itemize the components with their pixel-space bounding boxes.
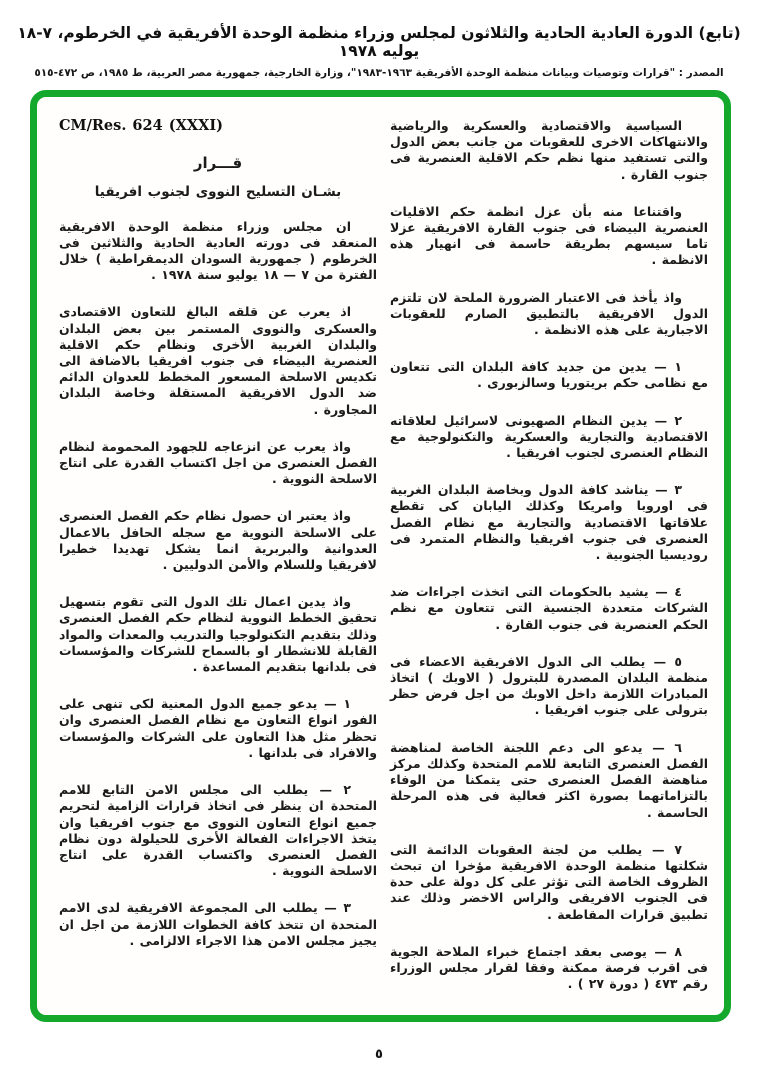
preamble-paragraph: ان مجلس وزراء منظمة الوحدة الافريقية المنعقد فى دورته العادية الحادية والثلاثين فى الخرطوم ( جمهورية السودان الديمقراطية ) خلال الفترة من ٧ — ١٨ يوليو سنة ١٩٧٨ . xyxy=(59,218,377,283)
preamble-paragraph: اذ يعرب عن قلقه البالغ للتعاون الاقتصادى والعسكرى والنووى المستمر بين بعض البلدان والبلدان الغربية الأخرى ونظام حكم الاقلية العنصرية البيضاء فى جنوب افريقيا بالاضافة الى تكديس الاسلحة المسعور المخطط للعدوان الدائم ضد الدول الافريقية المستقلة وخاصة البلدان المجاورة . xyxy=(59,304,377,417)
numbered-clause: ٢ — يدين النظام الصهيونى لاسرائيل لعلاقاته الاقتصادية والتجارية والعسكرية والتكنولوجية مع النظام العنصرى لجنوب افريقيا . xyxy=(390,412,708,461)
numbered-clause: ٣ — يناشد كافة الدول وبخاصة البلدان الغربية فى اوروبا وامريكا وكذلك اليابان كى تقطع علاقاتها الاقتصادية والتجارية مع نظام الفصل العنصرى فى جنوب افريقيا والنظام المتمرد فى روديسيا الجنوبية . xyxy=(390,482,708,563)
green-border-frame xyxy=(30,90,731,1022)
preamble-paragraph: واذ يدين اعمال تلك الدول التى تقوم بتسهيل تحقيق الخطط النووية لنظام حكم الفصل العنصرى وذلك بتقديم التكنولوجيا والتدريب والمعدات والمواد القابلة للانشطار او بالسماح للشركات والمؤسسات فى بلدانها بتقديم المساعدة . xyxy=(59,594,377,675)
numbered-clause: ٨ — يوصى بعقد اجتماع خبراء الملاحة الجوية فى اقرب فرصة ممكنة وفقا لقرار مجلس الوزراء رقم ٤٧٣ ( دورة ٢٧ ) . xyxy=(390,943,708,992)
page-number: ٥ xyxy=(375,1047,383,1062)
resolution-reference: CM/Res. 624 (XXXI) xyxy=(59,117,223,134)
numbered-clause: ٧ — يطلب من لجنة العقوبات الدائمة التى شكلتها منظمة الوحدة الافريقية مؤخرا ان تبحث الظروف الخاصة التى تؤثر على كل دولة على حدة فى الجنوب الافريقى والراس الاخضر وذلك عند تطبيق قرارات المقاطعة . xyxy=(390,841,708,922)
preamble-paragraph: واذ يأخذ فى الاعتبار الضرورة الملحة لان تلتزم الدول الافريقية بالتطبيق الصارم للعقوبات الاجبارية على هذه الانظمة . xyxy=(390,289,708,338)
numbered-clause: ٢ — يطلب الى مجلس الامن التابع للامم المتحدة ان ينظر فى اتخاذ قرارات الزامية لتحريم جميع انواع التعاون النووى مع جنوب افريقيا وان يتخذ الاجراءات الفعالة الأخرى للحيلولة دون نظام الفصل العنصرى واكتساب القدرة على انتاج الاسلحة النووية . xyxy=(59,782,377,879)
preamble-paragraph: واقتناعا منه بأن عزل انظمة حكم الاقليات العنصرية البيضاء فى جنوب القارة الافريقية عزلا تاما سيسهم بطريقة حاسمة فى انهيار هذه الانظمة . xyxy=(390,203,708,268)
numbered-clause: ٤ — يشيد بالحكومات التى اتخذت اجراءات ضد الشركات متعددة الجنسية التى تتعاون مع نظم الحكم العنصرية فى جنوب القارة . xyxy=(390,584,708,632)
numbered-clause: ١ — يدين من جديد كافة البلدان التى تتعاون مع نظامى حكم بريتوريا وسالزبورى . xyxy=(390,359,708,391)
header-source-citation: المصدر : "قرارات وتوصيات وبيانات منظمة الوحدة الأفريقية ١٩٦٣-١٩٨٣"، وزارة الخارجية، جمهورية مصر العربية، ط ١٩٨٥، ص ٤٧٢-٥١٥ xyxy=(34,67,724,79)
numbered-clause: ٥ — يطلب الى الدول الافريقية الاعضاء فى منظمة البلدان المصدرة للبترول ( الاوبك ) اتخاذ المبادرات اللازمة داخل الاوبك من اجل فرض حظر بترولى على جنوب افريقيا . xyxy=(390,653,708,718)
right-column xyxy=(390,118,708,1015)
numbered-clause: ٦ — يدعو الى دعم اللجنة الخاصة لمناهضة الفصل العنصرى التابعة للامم المتحدة وكذلك مركز مناهضة الفصل العنصرى حتى يتمكنا من الوفاء بالتزاماتهما بصورة اكثر فعالية فى هذه المرحلة الحاسمة . xyxy=(390,739,708,820)
numbered-clause: ٣ — يطلب الى المجموعة الافريقية لدى الامم المتحدة ان تتخذ كافة الخطوات اللازمة من اجل ان يجيز مجلس الامن هذا الاجراء الالزامى . xyxy=(59,900,377,948)
resolution-title: قـــرار xyxy=(193,154,243,173)
page-header xyxy=(0,0,758,79)
numbered-clause: ١ — يدعو جميع الدول المعنية لكى تنهى على الفور انواع التعاون مع نظام الفصل العنصرى وان تحظر مثل هذا التعاون على الشركات والمؤسسات والافراد فى بلدانها . xyxy=(59,696,377,760)
left-column xyxy=(59,118,377,1015)
preamble-paragraph: واذ يعرب عن انزعاجه للجهود المحمومة لنظام الفصل العنصرى من اجل اكتساب القدرة على انتاج الاسلحة النووية . xyxy=(59,438,377,487)
preamble-paragraph: واذ يعتبر ان حصول نظام حكم الفصل العنصرى على الاسلحة النووية مع سجله الحافل بالاعمال العدوانية والبربرية انما يشكل تهديدا خطيرا لافريقيا وللسلام والأمن الدوليين . xyxy=(59,508,377,573)
resolution-subtitle: بشـان التسليح النووى لجنوب افريقيا xyxy=(94,184,342,201)
continuation-paragraph: السياسية والاقتصادية والعسكرية والرياضية والانتهاكات الاخرى للعقوبات من جانب بعض الدول والتى تستفيد منها نظم حكم الاقلية العنصرية فى جنوب القارة . xyxy=(390,118,708,182)
header-session-title: (تابع) الدورة العادية الحادية والثلاثون لمجلس وزراء منظمة الوحدة الأفريقية في الخرطوم، ٧-١٨ يوليه ١٩٧٨ xyxy=(17,24,741,60)
